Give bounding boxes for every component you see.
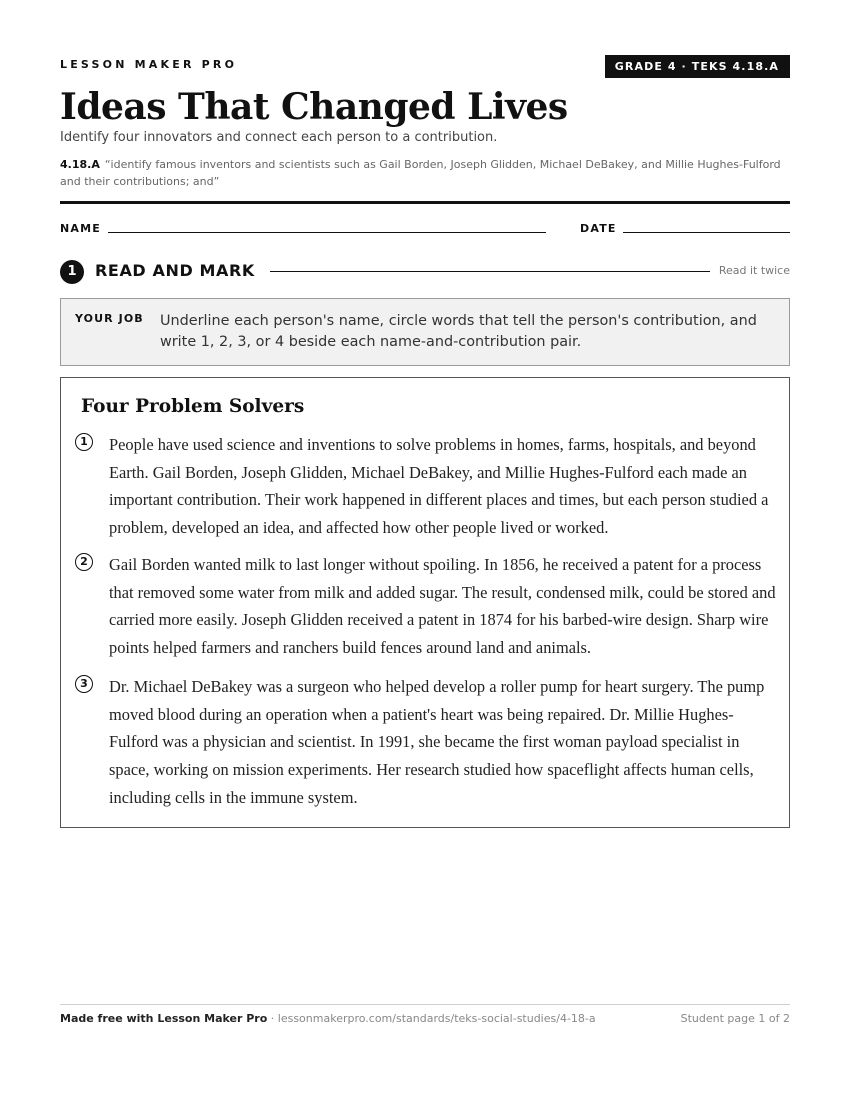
footer-url: · lessonmakerpro.com/standards/teks-social-studies/4-18-a <box>267 1012 596 1025</box>
date-field[interactable] <box>623 232 790 233</box>
page-subtitle: Identify four innovators and connect each person to a contribution. <box>60 130 498 145</box>
section-title: READ AND MARK <box>95 261 255 280</box>
section-header <box>60 260 790 284</box>
date-label: DATE <box>580 222 617 235</box>
paragraph-text: Dr. Michael DeBakey was a surgeon who helped develop a roller pump for heart surgery. The pump moved blood during an operation when a patient's heart was being repaired. Dr. Millie Hughes-Fulford was a physician and scientist. In 1991, she became the first woman payload specialist in space, working on mission experiments. Her research studied how spaceflight affects human cells, including cells in the immune system. <box>109 677 765 807</box>
paragraph-number: 1 <box>75 433 93 451</box>
student-fields <box>60 220 790 238</box>
footer-made-by: Made free with Lesson Maker Pro <box>60 1012 268 1025</box>
paragraph-text: Gail Borden wanted milk to last longer without spoiling. In 1856, he received a patent for a process that removed some water from milk and added sugar. The result, condensed milk, could be stored and carried more easily. Joseph Glidden received a patent in 1874 for his barbed-wire design. Sharp wire points helped farmers and ranchers build fences around land and animals. <box>109 555 776 658</box>
name-label: NAME <box>60 222 101 235</box>
standard-code: 4.18.A <box>60 158 100 171</box>
header-divider <box>60 201 790 204</box>
worksheet-page <box>60 0 790 1100</box>
brand-name: LESSON MAKER PRO <box>60 58 238 71</box>
grade-badge: GRADE 4 · TEKS 4.18.A <box>605 55 790 78</box>
footer-divider <box>60 1004 790 1005</box>
page-number: Student page 1 of 2 <box>680 1012 790 1025</box>
page-title: Ideas That Changed Lives <box>60 86 568 128</box>
section-divider <box>270 271 710 272</box>
standard-text: “identify famous inventors and scientists such as Gail Borden, Joseph Glidden, Michael DeBakey, and Millie Hughes-Fulford and their contributions; and” <box>60 158 781 188</box>
footer-credit <box>60 1012 596 1025</box>
section-number-badge: 1 <box>60 260 84 284</box>
paragraph-number: 2 <box>75 553 93 571</box>
standard-statement <box>60 156 790 190</box>
instructions-text: Underline each person's name, circle words that tell the person's contribution, and write 1, 2, 3, or 4 beside each name-and-contribution pair. <box>160 313 757 350</box>
paragraph-number: 3 <box>75 675 93 693</box>
paragraph-text: People have used science and inventions to solve problems in homes, farms, hospitals, and beyond Earth. Gail Borden, Joseph Glidden, Michael DeBakey, and Millie Hughes-Fulford each made an important contribution. Their work happened in different places and times, but each person studied a problem, developed an idea, and affected how other people lived or worked. <box>109 435 769 538</box>
section-hint: Read it twice <box>718 264 790 277</box>
brand-row <box>60 56 790 80</box>
instructions-box <box>60 298 790 366</box>
instructions-label: YOUR JOB <box>75 312 144 325</box>
passage-title: Four Problem Solvers <box>81 396 305 417</box>
reading-passage <box>60 377 790 828</box>
name-field[interactable] <box>108 232 546 233</box>
